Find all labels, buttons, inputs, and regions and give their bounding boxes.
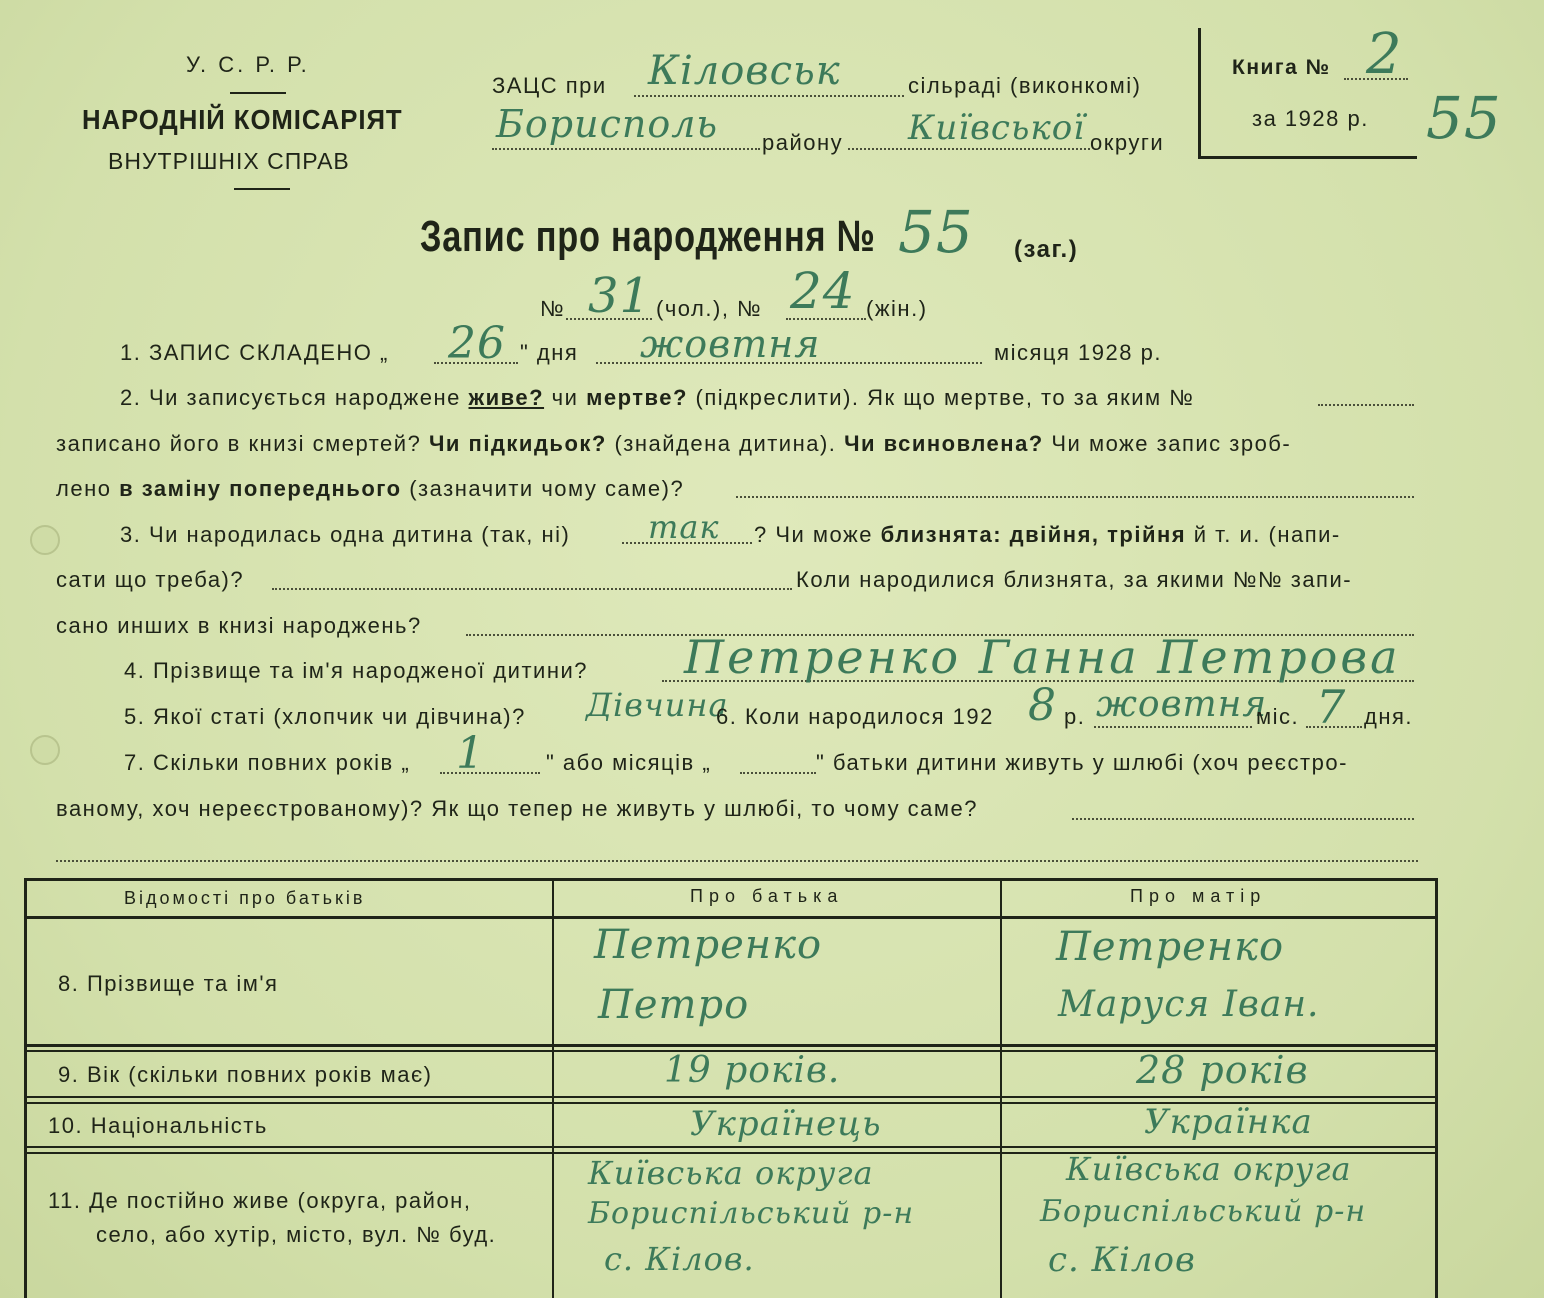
row-label: 10. Національність [48, 1113, 268, 1138]
father-surname-handwritten: Петренко [594, 922, 823, 968]
q1-month-handwritten: жовтня [640, 322, 821, 366]
q2-dead: мертве? [586, 385, 688, 410]
q1-month-label: місяця 1928 р. [994, 340, 1162, 365]
q2-text: 2. Чи записується народжене [120, 385, 461, 410]
female-number-handwritten: 24 [790, 262, 856, 320]
header-parents: Відомості про батьків [124, 888, 366, 908]
header-father: Про батька [690, 886, 844, 906]
row-label: 11. Де постійно живе (округа, район, [48, 1188, 472, 1213]
q3-line1a: 3. Чи народилась одна дитина (так, ні) [120, 522, 571, 547]
book-label: Книга № [1232, 56, 1331, 79]
q3-text: й т. и. (напи- [1193, 522, 1341, 547]
dotted-line [272, 588, 792, 590]
q1-label: 1. ЗАПИС СКЛАДЕНО „ [120, 340, 389, 365]
mother-address-handwritten: Бориспільський р-н [1040, 1194, 1367, 1229]
q1-day-label: " дня [520, 340, 579, 365]
father-name-handwritten: Петро [598, 982, 750, 1028]
village-council-suffix: сільраді (виконкомі) [908, 73, 1142, 98]
village-council-handwritten: Кіловськ [648, 48, 841, 94]
dotted-line [56, 860, 1418, 862]
dotted-line [634, 95, 904, 97]
dotted-line [1094, 726, 1252, 728]
dotted-line [492, 148, 760, 150]
q2-adopted: Чи всиновлена? [844, 431, 1044, 456]
divider [230, 92, 286, 94]
table-rule [24, 1146, 1438, 1148]
q7-line1b: " або місяців „ [546, 750, 712, 775]
q7-line1a: 7. Скільки повних років „ [124, 750, 411, 775]
q5-answer-handwritten: Дівчина [586, 686, 729, 724]
table-rule [24, 1044, 1438, 1047]
dotted-line [440, 772, 540, 774]
dotted-line [848, 148, 1090, 150]
table-col [552, 878, 554, 1298]
book-number-handwritten: 2 [1366, 22, 1403, 87]
father-address-handwritten: Київська округа [588, 1154, 874, 1192]
q2-alive: живе? [468, 385, 545, 410]
okruha-suffix: округи [1090, 130, 1165, 155]
q2-found: Чи підкидьок? [428, 431, 607, 456]
row-label: 9. Вік (скільки повних років має) [58, 1062, 433, 1087]
dotted-line [1072, 818, 1414, 820]
father-nationality-handwritten: Українець [690, 1104, 882, 1144]
male-label: (чол.), № [656, 296, 763, 321]
q2-replace: в заміну попереднього [119, 476, 402, 501]
table-rule [24, 1096, 1438, 1098]
q6-year-suffix: р. [1064, 704, 1086, 729]
q3-line1b [754, 522, 1341, 548]
q3-twins: близнята: двійня, трійня [880, 522, 1187, 547]
q3-answer-handwritten: так [648, 508, 720, 546]
dotted-line [736, 496, 1414, 498]
q2-line2 [56, 431, 1291, 457]
mother-nationality-handwritten: Українка [1144, 1102, 1313, 1142]
commissariat-subtitle: ВНУТРІШНІХ СПРАВ [108, 148, 350, 174]
record-number-handwritten: 55 [898, 198, 974, 266]
q6-month-handwritten: жовтня [1096, 684, 1268, 725]
q7-years-handwritten: 1 [456, 728, 485, 779]
q6-day-handwritten: 7 [1316, 680, 1347, 734]
dotted-line [740, 772, 816, 774]
q2-text: лено [56, 476, 112, 501]
q3-text: ? Чи може [754, 522, 873, 547]
q2-text: (знайдена дитина). [614, 431, 837, 456]
mother-address-handwritten: с. Кілов [1048, 1240, 1196, 1280]
table-rule [24, 916, 1438, 919]
num-prefix: № [540, 296, 566, 321]
q6-label: 6. Коли народилося 192 [716, 704, 994, 729]
record-suffix: (заг.) [1014, 236, 1079, 263]
q2-line3 [56, 476, 684, 502]
district-suffix: району [762, 130, 844, 155]
okruha-handwritten: Київської [908, 108, 1086, 148]
q4-answer-handwritten: Петренко Ганна Петрова [684, 630, 1401, 684]
margin-number-handwritten: 55 [1426, 84, 1502, 152]
q7-line2: ваному, хоч нереєстрованому)? Як що тепер не живуть у шлюбі, то чому саме? [56, 796, 979, 821]
q2-text: (зазначити чому саме)? [409, 476, 685, 501]
republic-label: У. С. Р. Р. [186, 52, 310, 77]
q1-day-handwritten: 26 [448, 318, 506, 369]
row-label: село, або хутір, місто, вул. № буд. [96, 1222, 497, 1247]
q5-label: 5. Якої статі (хлопчик чи дівчина)? [124, 704, 526, 729]
mother-address-handwritten: Київська округа [1066, 1150, 1352, 1188]
q6-year-digit-handwritten: 8 [1028, 680, 1057, 731]
punch-hole [30, 525, 60, 555]
q4-label: 4. Прізвище та ім'я народженої дитини? [124, 658, 589, 683]
male-number-handwritten: 31 [588, 268, 652, 324]
table-col [1000, 878, 1002, 1298]
row-label: 8. Прізвище та ім'я [58, 971, 279, 996]
mother-surname-handwritten: Петренко [1056, 924, 1285, 970]
year-label: за 1928 р. [1252, 106, 1369, 131]
record-title: Запис про народження № [420, 212, 876, 261]
q7-line1c: " батьки дитини живуть у шлюбі (хоч реєстро- [816, 750, 1348, 775]
q2-text: Чи може запис зроб- [1051, 431, 1292, 456]
commissariat-title: НАРОДНІЙ КОМІСАРІЯТ [82, 104, 403, 135]
mother-age-handwritten: 28 років [1136, 1048, 1309, 1092]
district-handwritten: Борисполь [496, 102, 719, 146]
mother-name-handwritten: Маруся Іван. [1058, 984, 1320, 1025]
q2-line1 [120, 385, 1194, 411]
zags-prefix: ЗАЦС при [492, 73, 607, 98]
dotted-line [1318, 404, 1414, 406]
divider [234, 188, 290, 190]
q6-day-suffix: дня. [1364, 704, 1414, 729]
q3-line2b: Коли народилися близнята, за якими №№ запи- [796, 567, 1353, 592]
punch-hole [30, 735, 60, 765]
header-mother: Про матір [1130, 886, 1267, 906]
q3-line3: сано инших в книзі народжень? [56, 613, 422, 638]
female-label: (жін.) [866, 296, 928, 321]
father-address-handwritten: Бориспільський р-н [588, 1196, 915, 1231]
q3-line2a: сати що треба)? [56, 567, 245, 592]
father-address-handwritten: с. Кілов. [604, 1240, 755, 1278]
q2-text: чи [551, 385, 579, 410]
father-age-handwritten: 19 років. [664, 1050, 841, 1091]
q2-text: записано його в книзі смертей? [56, 431, 422, 456]
q6-month-suffix: міс. [1256, 704, 1300, 729]
q2-text: (підкреслити). Як що мертве, то за яким № [695, 385, 1195, 410]
